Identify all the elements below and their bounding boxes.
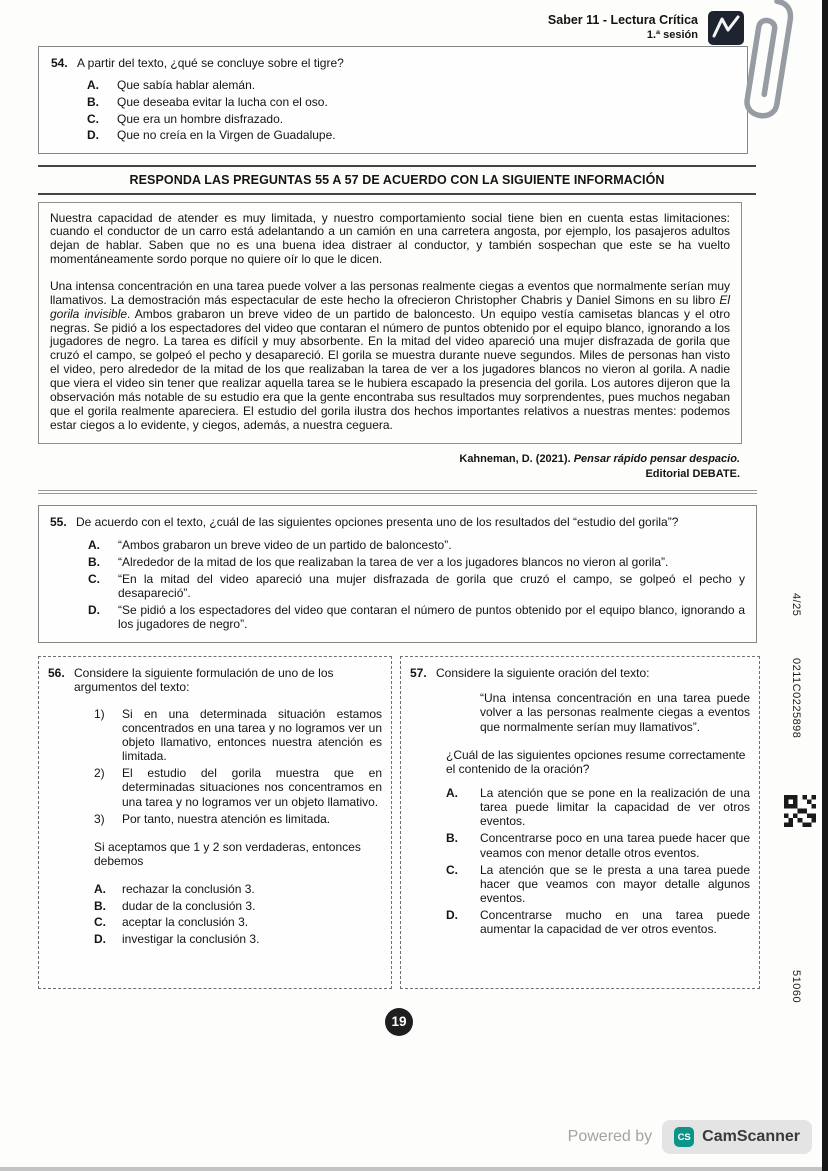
option-text: Que sabía hablar alemán. bbox=[117, 78, 256, 93]
section-instruction-banner: RESPONDA LAS PREGUNTAS 55 A 57 DE ACUERDO CON LA SIGUIENTE INFORMACIÓN bbox=[38, 165, 756, 195]
question-55 bbox=[38, 505, 757, 643]
option-text: Que era un hombre disfrazado. bbox=[117, 111, 284, 126]
option-letter: D. bbox=[94, 932, 106, 947]
option-letter: A. bbox=[94, 882, 106, 897]
option-text: “Ambos grabaron un breve video de un partido de baloncesto”. bbox=[118, 538, 452, 553]
qr-code bbox=[784, 795, 816, 827]
option-letter: D. bbox=[87, 128, 99, 143]
option-text: La atención que se le presta a una tarea puede hacer que veamos con mayor detalle algunos eventos. bbox=[480, 862, 750, 906]
question-57 bbox=[400, 656, 760, 989]
option-text: investigar la conclusión 3. bbox=[122, 932, 260, 947]
option-text: Concentrarse mucho en una tarea puede aumentar la capacidad de ver otros eventos. bbox=[480, 908, 750, 937]
option-text: “En la mitad del video apareció una mujer disfrazada de gorila que cruzó el campo, se golpeó el pecho y desapareció”. bbox=[118, 571, 745, 600]
passage-paragraph-2 bbox=[50, 280, 730, 432]
option-d bbox=[88, 603, 745, 631]
premise-number: 3) bbox=[94, 811, 105, 826]
option-letter: D. bbox=[446, 908, 458, 923]
option-letter: B. bbox=[87, 95, 99, 110]
option-b bbox=[87, 95, 735, 109]
option-a bbox=[446, 786, 750, 828]
premise-3 bbox=[94, 812, 382, 826]
question-stem-text: De acuerdo con el texto, ¿cuál de las siguientes opciones presenta uno de los resultados del “estudio del gorila”? bbox=[76, 515, 679, 529]
premise-number: 1) bbox=[94, 706, 105, 721]
option-c bbox=[94, 915, 382, 929]
question-57-options bbox=[446, 786, 750, 937]
two-column-questions bbox=[38, 656, 760, 989]
option-letter: C. bbox=[94, 915, 106, 930]
premise-1 bbox=[94, 707, 382, 764]
scan-bottom-artifact bbox=[0, 1167, 828, 1171]
paragraph-text: Una intensa concentración en una tarea puede volver a las personas realmente ciegas a eventos que normalmente serían muy llamativos. La demostración más espectacular de este hecho la ofrecieron Christopher Chabris y Daniel Simons en su libro bbox=[50, 278, 730, 307]
option-text: Concentrarse poco en una tarea puede hacer que veamos con menor detalle otros eventos. bbox=[480, 831, 750, 860]
passage-source bbox=[38, 452, 740, 481]
option-text: “Alrededor de la mitad de los que realizaban la tarea de ver a los jugadores blancos no vieron al gorila”. bbox=[118, 555, 669, 570]
option-c bbox=[446, 863, 750, 905]
option-text: Que no creía en la Virgen de Guadalupe. bbox=[117, 128, 336, 143]
source-line-2: Editorial DEBATE. bbox=[645, 467, 740, 480]
question-number: 56. bbox=[48, 665, 65, 680]
camscanner-badge bbox=[662, 1120, 812, 1154]
page-content bbox=[38, 0, 760, 1036]
paragraph-text: Nuestra capacidad de atender es muy limitada, y nuestro comportamiento social tiene bien en cuenta estas limitaciones: cuando el conductor de un carro está adelantando a un camión en una carretera angosta, por ejemplo, los pasajeros adultos dejan de hablar. Saben que no es una buena idea distraer al conductor, y también sospechan que este se ha vuelto momentáneamente sordo porque no quiere oír lo que le dicen. bbox=[50, 210, 730, 267]
option-a bbox=[87, 78, 735, 92]
option-letter: D. bbox=[88, 602, 100, 617]
question-56-stem bbox=[48, 666, 382, 695]
option-text: La atención que se pone en la realización de una tarea puede limitar la capacidad de ver otros eventos. bbox=[480, 786, 750, 829]
option-letter: B. bbox=[446, 831, 458, 846]
option-letter: C. bbox=[87, 111, 99, 126]
question-57-stem bbox=[410, 666, 750, 680]
option-text: “Se pidió a los espectadores del video que contaran el número de puntos obtenido por el equipo blanco, ignorando a los jugadores de negro”. bbox=[118, 602, 745, 631]
passage-paragraph-1 bbox=[50, 212, 730, 267]
source-line-1 bbox=[38, 452, 740, 466]
powered-by-label: Powered by bbox=[567, 1128, 653, 1145]
option-a bbox=[88, 538, 745, 552]
section-divider bbox=[38, 490, 757, 494]
option-b bbox=[446, 831, 750, 859]
argument-premises bbox=[48, 707, 382, 826]
question-57-prompt: ¿Cuál de las siguientes opciones resume correctamente el contenido de la oración? bbox=[446, 747, 746, 776]
option-letter: A. bbox=[88, 538, 100, 553]
option-text: dudar de la conclusión 3. bbox=[122, 898, 256, 913]
question-stem-text: A partir del texto, ¿qué se concluye sobre el tigre? bbox=[77, 56, 344, 70]
question-56-options bbox=[94, 882, 382, 946]
option-text: aceptar la conclusión 3. bbox=[122, 915, 249, 930]
premise-text: Si en una determinada situación estamos concentrados en una tarea y no logramos ver un objeto llamativo, entonces nuestra atención es limitada. bbox=[122, 706, 382, 764]
camscanner-label: CamScanner bbox=[702, 1128, 800, 1145]
option-d bbox=[446, 908, 750, 936]
question-55-options bbox=[88, 538, 745, 630]
margin-booklet-code: 0211C0225898 bbox=[790, 658, 802, 739]
question-stem-text: Considere la siguiente formulación de uno de los argumentos del texto: bbox=[74, 665, 334, 695]
margin-batch-number: 51060 bbox=[790, 970, 802, 1004]
option-letter: B. bbox=[88, 555, 100, 570]
option-letter: C. bbox=[446, 862, 458, 877]
page-number-badge: 19 bbox=[385, 1008, 413, 1036]
option-letter: A. bbox=[87, 78, 99, 93]
exam-session: 1.ª sesión bbox=[646, 28, 698, 41]
margin-page-fraction: 4/25 bbox=[790, 593, 802, 617]
option-text: rechazar la conclusión 3. bbox=[122, 882, 255, 897]
option-letter: A. bbox=[446, 786, 458, 800]
reading-passage bbox=[38, 202, 742, 445]
source-title-italic: Pensar rápido pensar despacio. bbox=[573, 453, 740, 466]
question-57-quote: “Una intensa concentración en una tarea puede volver a las personas realmente ciegas a eventos que normalmente serían muy llamativos”. bbox=[480, 691, 750, 734]
option-b bbox=[94, 899, 382, 913]
question-54-stem bbox=[51, 56, 735, 70]
question-54-options bbox=[87, 78, 735, 142]
camscanner-footer bbox=[568, 1120, 812, 1154]
option-text: Que deseaba evitar la lucha con el oso. bbox=[117, 95, 328, 110]
question-number: 57. bbox=[410, 665, 427, 680]
premise-text: El estudio del gorila muestra que en determinadas situaciones nos concentramos en una tarea y no logramos ver un objeto llamativo. bbox=[122, 766, 382, 809]
option-letter: C. bbox=[88, 571, 100, 586]
question-number: 55. bbox=[50, 515, 67, 529]
option-c bbox=[87, 112, 735, 126]
option-b bbox=[88, 555, 745, 569]
exam-title: Saber 11 - Lectura Crítica bbox=[547, 13, 698, 27]
book-title-italic: El gorila invisible bbox=[50, 292, 730, 321]
paragraph-text: . Ambos grabaron un breve video de un partido de baloncesto. Un equipo vestía camisetas blancas y el otro negras. Se pidió a los espectadores del video que contaran el número de puntos obtenido por el equipo blanco, ignorando a los jugadores de negro. La tarea es difícil y muy absorbente. En la mitad del video apareció una mujer disfrazada de gorila que cruzó el campo, se golpeó el pecho y desapareció. El gorila se muestra durante nueve segundos. Miles de personas han visto el video, pero alrededor de la mitad de los que realizaban la tarea de ver a los jugadores blancos no vieron al gorila. A nadie que viera el video sin tener que realizar aquella tarea se le hubiera escapado la presencia del gorila. Los autores dijeron que la observación más notable de su estudio era que la gente encontraba sus resultados muy sorprendentes, pues muchos negaban que el gorila realmente apareciera. El estudio del gorila ilustra dos hechos importantes relativos a nuestras mentes: podemos estar ciegos a lo evidente, y ciegos, además, a nuestra ceguera. bbox=[50, 306, 730, 432]
question-stem-text: Considere la siguiente oración del texto: bbox=[436, 665, 650, 680]
question-56 bbox=[38, 656, 392, 989]
question-56-condition: Si aceptamos que 1 y 2 son verdaderas, entonces debemos bbox=[94, 839, 361, 869]
option-letter: B. bbox=[94, 898, 106, 913]
source-author: Kahneman, D. (2021). bbox=[459, 453, 574, 466]
option-a bbox=[94, 882, 382, 896]
option-c bbox=[88, 572, 745, 600]
scan-edge-artifact bbox=[822, 0, 828, 1171]
option-d bbox=[87, 128, 735, 142]
question-number: 54. bbox=[51, 56, 68, 70]
premise-number: 2) bbox=[94, 766, 105, 781]
premise-text: Por tanto, nuestra atención es limitada. bbox=[122, 811, 331, 826]
question-55-stem bbox=[50, 515, 745, 529]
camscanner-icon: CS bbox=[674, 1127, 694, 1147]
page-header bbox=[420, 13, 698, 42]
question-54 bbox=[38, 46, 748, 154]
premise-2 bbox=[94, 766, 382, 808]
option-d bbox=[94, 932, 382, 946]
